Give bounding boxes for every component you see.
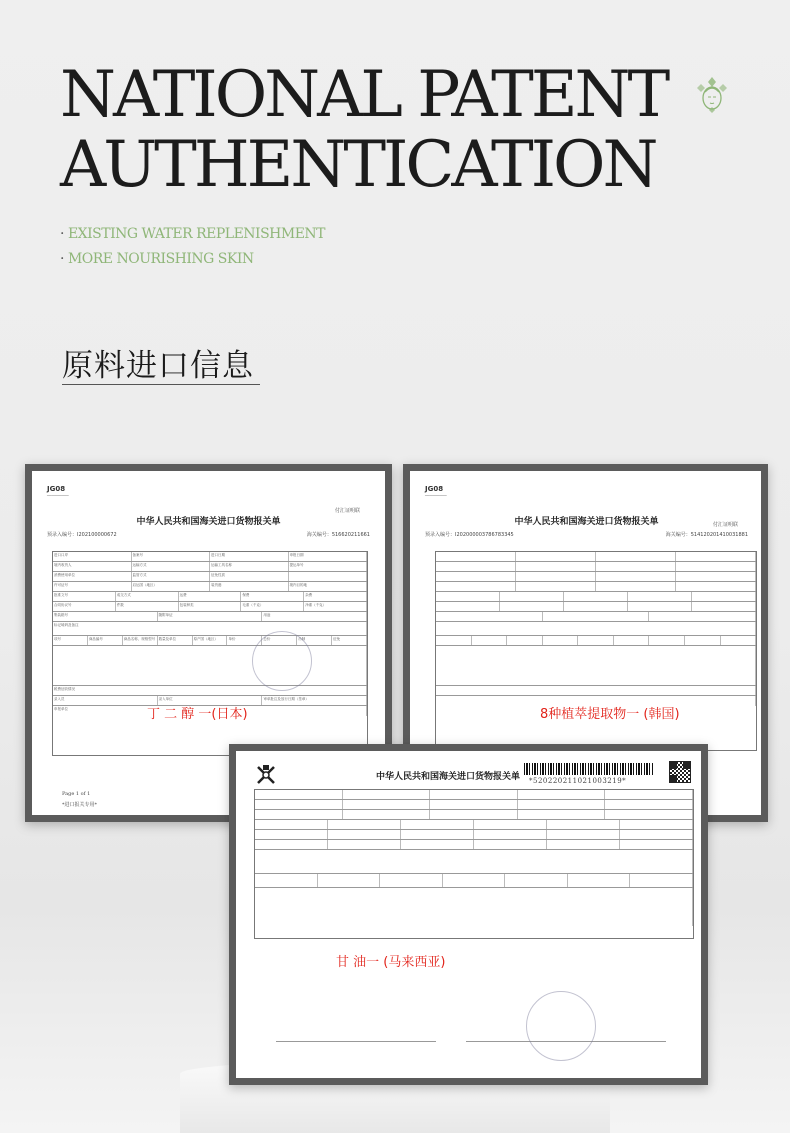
headline bbox=[60, 60, 700, 200]
field-label: 批准文号 bbox=[53, 592, 116, 601]
field-label: 许可证号 bbox=[53, 582, 132, 591]
field-label: 审单批注及放行日期（签章） bbox=[262, 696, 367, 705]
field-label: 集装箱号 bbox=[53, 612, 158, 621]
field-label: 净重（千克） bbox=[304, 602, 367, 611]
field-label: 境内收货人 bbox=[53, 562, 132, 571]
section-title: 原料进口信息 bbox=[62, 348, 254, 384]
field-label: 录入员 bbox=[53, 696, 158, 705]
field-label: 申报单位 bbox=[53, 706, 367, 716]
field-label: 成交方式 bbox=[116, 592, 179, 601]
entry-number: 预录入编号：I202000003786783345 bbox=[425, 532, 514, 538]
field-label: 件数 bbox=[116, 602, 179, 611]
field-label: 运输工具名称 bbox=[210, 562, 289, 571]
field-label: 合同协议号 bbox=[53, 602, 116, 611]
field-label: 税费征收情况 bbox=[53, 686, 367, 695]
bullet-dot: · bbox=[60, 226, 64, 242]
doc-code: JG08 bbox=[47, 485, 66, 493]
feature-text: EXISTING WATER REPLENISHMENT bbox=[67, 226, 326, 242]
field-label: 监管方式 bbox=[132, 572, 211, 581]
doc-title: 中华人民共和国海关进口货物报关单 bbox=[376, 772, 521, 782]
field-label: 总价 bbox=[262, 636, 297, 645]
field-label: 启运国（地区） bbox=[132, 582, 211, 591]
barcode bbox=[524, 763, 654, 775]
feature-list bbox=[60, 222, 325, 272]
bullet-dot: · bbox=[60, 251, 64, 267]
field-label: 随附单证 bbox=[158, 612, 263, 621]
declaration-table bbox=[52, 551, 368, 756]
field-label: 数量及单位 bbox=[158, 636, 193, 645]
field-label: 杂费 bbox=[304, 592, 367, 601]
field-label: 毛重（千克） bbox=[241, 602, 304, 611]
feature-item bbox=[60, 247, 325, 272]
doc-title: 中华人民共和国海关进口货物报关单 bbox=[514, 517, 659, 527]
field-label: 进口日期 bbox=[210, 552, 289, 561]
field-label: 运费 bbox=[179, 592, 242, 601]
field-label: 商品编号 bbox=[88, 636, 123, 645]
field-label: 装货港 bbox=[210, 582, 289, 591]
section-underline bbox=[62, 384, 260, 385]
ingredient-caption: 8种植萃提取物一 (韩国) bbox=[540, 707, 680, 722]
field-label: 境内目的地 bbox=[289, 582, 368, 591]
field-label: 备案号 bbox=[132, 552, 211, 561]
field-label: 项号 bbox=[53, 636, 88, 645]
customs-emblem-icon bbox=[254, 763, 278, 787]
field-label: 商品名称、规格型号 bbox=[123, 636, 158, 645]
field-label: 用途 bbox=[262, 612, 367, 621]
entry-number: 预录入编号：I202100000672 bbox=[47, 532, 117, 538]
field-label: 标记唛码及备注 bbox=[53, 622, 367, 635]
copy-label: 付汇证明联 bbox=[712, 522, 738, 528]
field-label: 保费 bbox=[241, 592, 304, 601]
customs-number: 海关编号：516620211661 bbox=[306, 532, 370, 538]
footer-note: *进口报关专用* bbox=[62, 802, 98, 808]
doc-code: JG08 bbox=[425, 485, 444, 493]
field-label: 包装种类 bbox=[179, 602, 242, 611]
field-label: 录入单位 bbox=[158, 696, 263, 705]
qr-code bbox=[669, 761, 691, 783]
field-label: 单价 bbox=[227, 636, 262, 645]
feature-text: MORE NOURISHING SKIN bbox=[67, 251, 254, 267]
official-seal bbox=[526, 991, 596, 1061]
headline-line-1: NATIONAL PATENT bbox=[60, 58, 668, 132]
field-label: 进口口岸 bbox=[53, 552, 132, 561]
official-seal bbox=[252, 631, 312, 691]
field-label: 提运单号 bbox=[289, 562, 368, 571]
field-label: 申报日期 bbox=[289, 552, 368, 561]
field-label: 币制 bbox=[297, 636, 332, 645]
ingredient-caption: 甘 油一 (马来西亚) bbox=[336, 955, 446, 970]
feature-item bbox=[60, 222, 325, 247]
doc-title: 中华人民共和国海关进口货物报关单 bbox=[136, 517, 281, 527]
declaration-table bbox=[254, 789, 694, 939]
customs-document-3 bbox=[229, 744, 708, 1085]
field-label: 运输方式 bbox=[132, 562, 211, 571]
ingredient-caption: 丁 二 醇 一(日本) bbox=[147, 707, 248, 722]
customs-number: 海关编号：514120201410031881 bbox=[665, 532, 748, 538]
doc-subtitle: ───────── bbox=[425, 493, 447, 498]
field-label: 原产国（地区） bbox=[193, 636, 228, 645]
page-indicator: Page 1 of 1 bbox=[62, 791, 91, 797]
barcode-number: *520220211021003219* bbox=[529, 777, 627, 785]
headline-line-2: AUTHENTICATION bbox=[60, 128, 656, 202]
signature-line bbox=[276, 1041, 436, 1042]
face-leaf-icon bbox=[693, 76, 731, 114]
doc-subtitle: ───────── bbox=[47, 493, 69, 498]
field-label: 征免 bbox=[332, 636, 367, 645]
field-label: 征免性质 bbox=[210, 572, 289, 581]
copy-label: 付汇证明联 bbox=[334, 508, 360, 514]
field-label: 消费使用单位 bbox=[53, 572, 132, 581]
